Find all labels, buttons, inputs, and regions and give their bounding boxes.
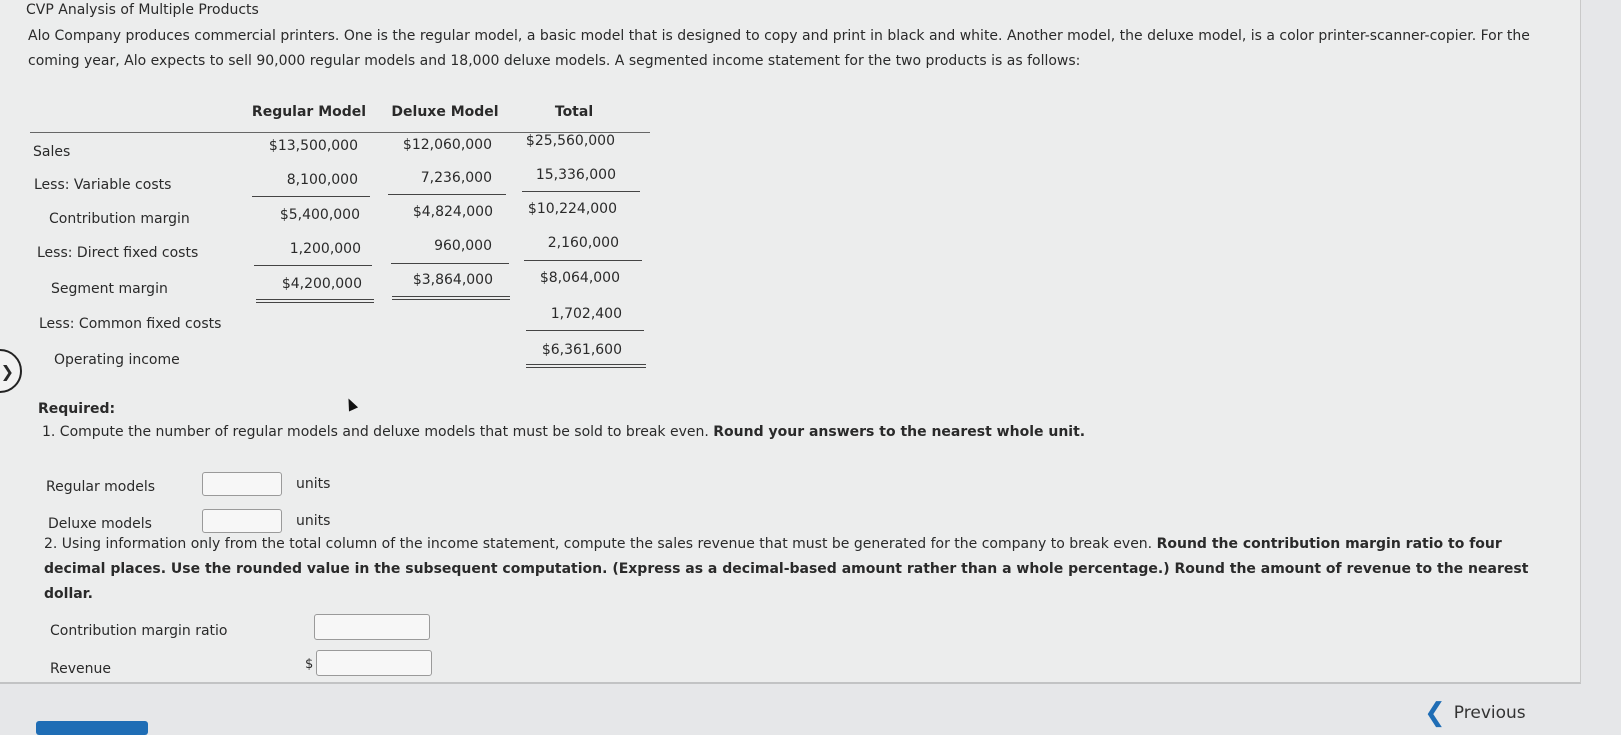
cell-dfc-regular: 1,200,000 [289,241,361,257]
double-underline-oi-total [526,364,646,368]
col-header-total: Total [554,104,594,120]
expand-arrow-button[interactable] [0,349,22,393]
double-underline-sm-regular [256,299,374,303]
regular-models-input[interactable] [202,472,282,496]
revenue-input[interactable] [316,650,432,676]
deluxe-models-input[interactable] [202,509,282,533]
cell-sm-total: $8,064,000 [539,270,620,286]
cell-sm-deluxe: $3,864,000 [412,272,493,288]
page-title: CVP Analysis of Multiple Products [26,2,259,18]
intro-text [28,24,1558,74]
double-underline-sm-deluxe [392,296,510,300]
question-2-text [44,532,1564,607]
row-label-sales: Sales [33,144,71,160]
underline-cfc-total [526,330,644,331]
revenue-label: Revenue [50,661,111,677]
deluxe-models-label: Deluxe models [48,516,152,532]
cell-cm-total: $10,224,000 [527,201,617,217]
cm-ratio-input[interactable] [314,614,430,640]
chevron-left-icon: ❮ [1424,698,1446,728]
check-answer-button[interactable] [36,721,148,735]
underline-dfc-regular [254,265,372,266]
row-label-variable-costs: Less: Variable costs [34,177,172,193]
cell-oi-total: $6,361,600 [541,342,622,358]
row-label-contribution-margin: Contribution margin [49,211,190,227]
cell-cfc-total: 1,702,400 [550,306,622,322]
chevron-right-icon: ❯ [0,361,14,381]
regular-models-unit: units [296,476,331,492]
row-label-common-fixed-costs: Less: Common fixed costs [39,316,222,332]
mouse-cursor-icon [344,396,358,411]
cell-varcost-deluxe: 7,236,000 [420,170,492,186]
intro-line-2: coming year, Alo expects to sell 90,000 regular models and 18,000 deluxe models. A segmented income statement for the two products is as follows: [28,53,1081,69]
question-2-instruction: Round the contribution margin ratio to four decimal places. Use the rounded value in the subsequent computation. (Express as a decimal-based amount rather than a whole percentage.) Round the amount of revenue to the nearest dollar. [44,536,1529,602]
question-2-prompt: 2. Using information only from the total column of the income statement, compute the sales revenue that must be generated for the company to break even. [44,536,1153,552]
row-label-direct-fixed-costs: Less: Direct fixed costs [37,245,199,261]
cell-dfc-deluxe: 960,000 [434,238,492,254]
col-header-regular: Regular Model [251,104,367,120]
question-1-prompt: 1. Compute the number of regular models and deluxe models that must be sold to break even. [42,424,709,440]
col-header-deluxe: Deluxe Model [391,104,499,120]
cell-varcost-regular: 8,100,000 [286,172,358,188]
cell-sales-regular: $13,500,000 [268,138,358,154]
cell-dfc-total: 2,160,000 [547,235,619,251]
cell-sales-total: $25,560,000 [525,133,615,149]
regular-models-label: Regular models [46,479,156,495]
underline-varcost-regular [252,196,370,197]
cell-sales-deluxe: $12,060,000 [402,137,492,153]
intro-line-1: Alo Company produces commercial printers. One is the regular model, a basic model that is designed to copy and print in black and white. Another model, the deluxe model, is a color printer-scanner-copier. For the [28,28,1530,44]
previous-button[interactable] [1424,698,1526,728]
cell-varcost-total: 15,336,000 [535,167,616,183]
underline-dfc-total [524,260,642,261]
previous-label: Previous [1453,703,1526,723]
required-heading: Required: [38,401,116,417]
revenue-dollar-sign: $ [305,657,314,672]
row-label-operating-income: Operating income [54,352,180,368]
deluxe-models-unit: units [296,513,331,529]
cell-cm-deluxe: $4,824,000 [412,204,493,220]
underline-varcost-deluxe [388,194,506,195]
question-1-instruction: Round your answers to the nearest whole unit. [713,424,1086,440]
cm-ratio-label: Contribution margin ratio [50,623,228,639]
cell-sm-regular: $4,200,000 [281,276,362,292]
cell-cm-regular: $5,400,000 [279,207,360,223]
row-label-segment-margin: Segment margin [51,281,168,297]
underline-varcost-total [522,191,640,192]
underline-dfc-deluxe [391,263,509,264]
question-1-text [42,424,1085,440]
